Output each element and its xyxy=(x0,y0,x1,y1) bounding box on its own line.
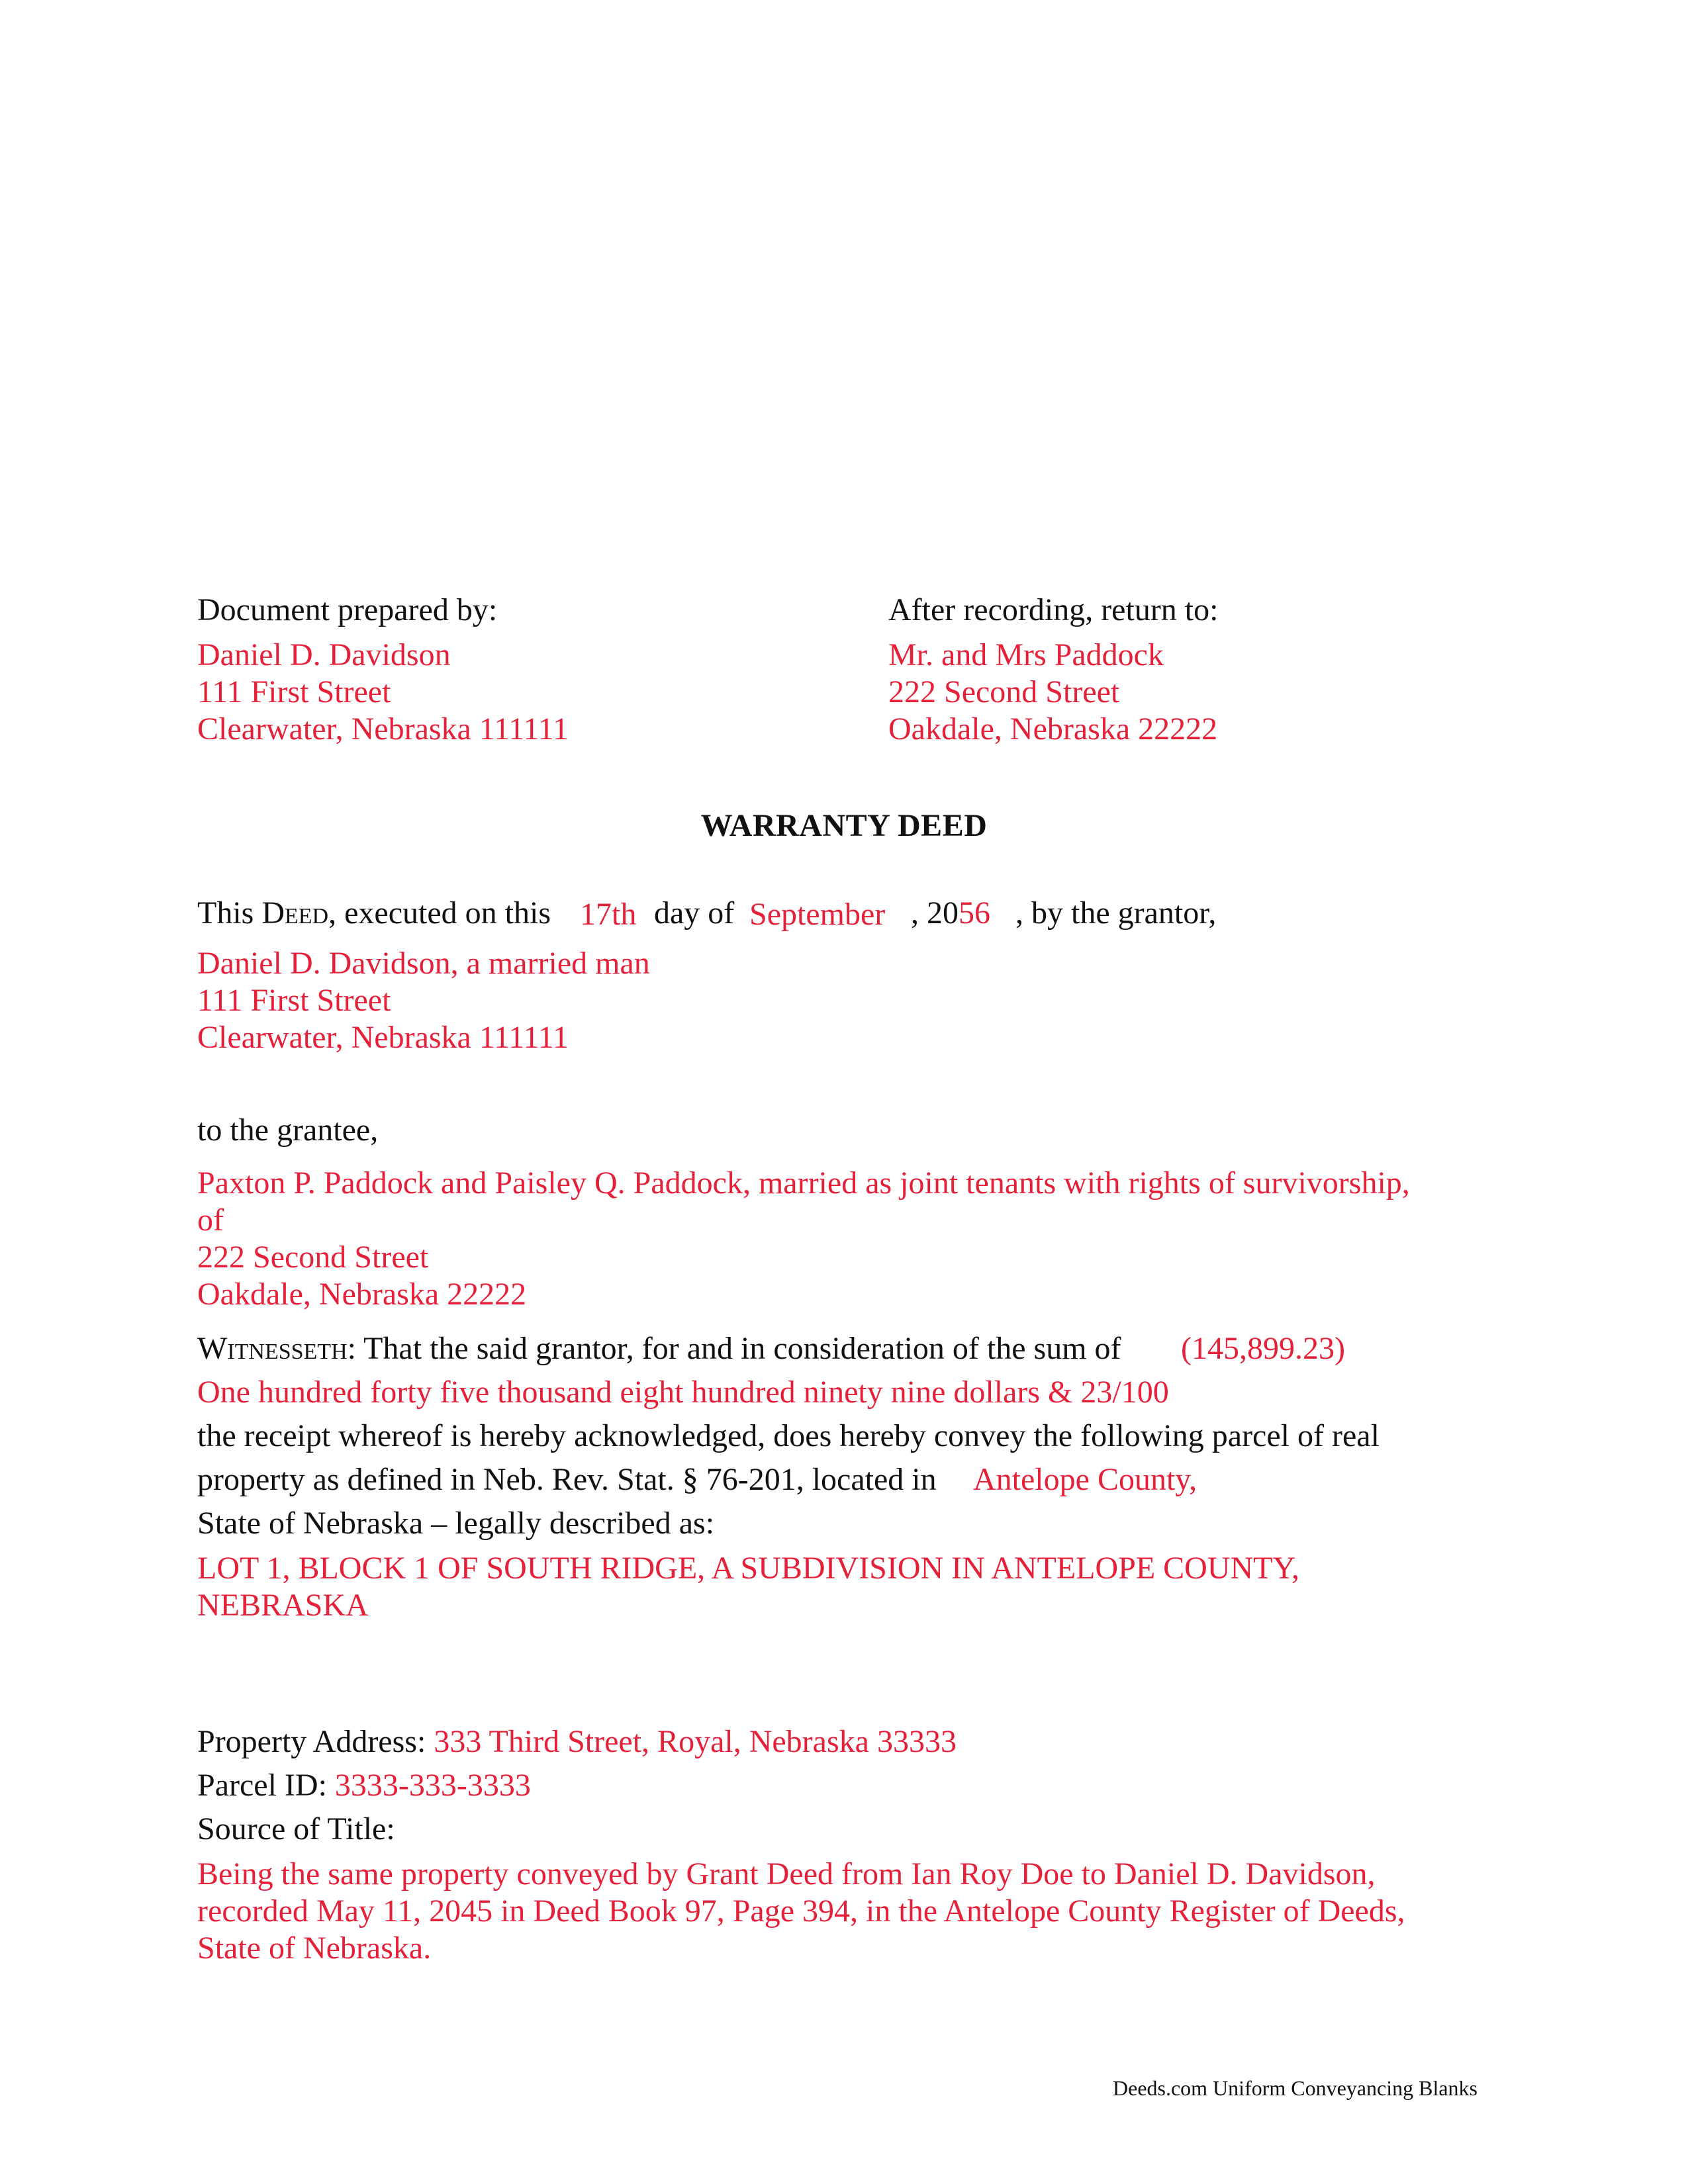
return-to-street: 222 Second Street xyxy=(888,674,1120,709)
execution-month: September xyxy=(749,897,886,932)
execution-line xyxy=(197,895,551,932)
witnesseth-line3: the receipt whereof is hereby acknowledged, does hereby convey the following parcel of real xyxy=(197,1418,1380,1453)
witnesseth-county: Antelope County, xyxy=(973,1462,1197,1497)
witnesseth-line4: property as defined in Neb. Rev. Stat. § 76-201, located in xyxy=(197,1462,937,1497)
parcel-id-value: 3333-333-3333 xyxy=(334,1768,531,1803)
return-to-block xyxy=(888,592,1218,748)
return-to-heading: After recording, return to: xyxy=(888,592,1219,627)
property-address-value: 333 Third Street, Royal, Nebraska 33333 xyxy=(434,1724,957,1759)
execution-lead-rest: , executed on this xyxy=(328,895,551,931)
grantee-city: Oakdale, Nebraska 22222 xyxy=(197,1277,527,1312)
grantee-block xyxy=(197,1165,1410,1313)
witnesseth-line xyxy=(197,1330,1121,1367)
prepared-by-street: 111 First Street xyxy=(197,674,391,709)
source-of-title-line1: Being the same property conveyed by Grant Deed from Ian Roy Doe to Daniel D. Davidson, xyxy=(197,1856,1376,1891)
grantee-line2: of xyxy=(197,1203,224,1238)
prepared-by-name: Daniel D. Davidson xyxy=(197,637,451,672)
to-grantee-label: to the grantee, xyxy=(197,1113,379,1148)
legal-description-line2: NEBRASKA xyxy=(197,1588,369,1623)
property-address-label: Property Address: xyxy=(197,1724,426,1759)
witnesseth-amount: (145,899.23) xyxy=(1181,1331,1345,1366)
execution-lead-deed: Deed xyxy=(261,895,329,931)
legal-description-line1: LOT 1, BLOCK 1 OF SOUTH RIDGE, A SUBDIVISION IN ANTELOPE COUNTY, xyxy=(197,1551,1299,1586)
grantee-line1: Paxton P. Paddock and Paisley Q. Paddock, married as joint tenants with rights of survivorship, xyxy=(197,1165,1410,1201)
execution-year xyxy=(911,895,990,932)
execution-year-prefix: , 20 xyxy=(911,895,959,931)
prepared-by-heading: Document prepared by: xyxy=(197,592,498,627)
source-of-title-label: Source of Title: xyxy=(197,1811,395,1846)
grantor-name: Daniel D. Davidson, a married man xyxy=(197,946,650,981)
prepared-by-city: Clearwater, Nebraska 111111 xyxy=(197,711,569,747)
prepared-by-block xyxy=(197,592,569,748)
execution-day-of: day of xyxy=(654,895,735,931)
execution-day: 17th xyxy=(580,897,637,932)
return-to-city: Oakdale, Nebraska 22222 xyxy=(888,711,1218,747)
witnesseth-label: Witnesseth xyxy=(197,1331,348,1366)
source-of-title-line2: recorded May 11, 2045 in Deed Book 97, Page 394, in the Antelope County Register of Deeds, xyxy=(197,1893,1405,1929)
footer-text: Deeds.com Uniform Conveyancing Blanks xyxy=(1113,2076,1477,2100)
document-title: WARRANTY DEED xyxy=(700,808,988,843)
grantee-street: 222 Second Street xyxy=(197,1240,429,1275)
source-of-title-line3: State of Nebraska. xyxy=(197,1931,432,1966)
parcel-id-label: Parcel ID: xyxy=(197,1768,327,1803)
witnesseth-text: : That the said grantor, for and in consideration of the sum of xyxy=(347,1331,1121,1366)
grantor-street: 111 First Street xyxy=(197,983,391,1018)
grantor-block xyxy=(197,945,650,1056)
execution-tail: , by the grantor, xyxy=(1015,895,1217,931)
execution-lead-this: This xyxy=(197,895,262,931)
legal-description xyxy=(197,1550,1299,1624)
witnesseth-amount-words: One hundred forty five thousand eight hundred ninety nine dollars & 23/100 xyxy=(197,1375,1169,1410)
execution-year-suffix: 56 xyxy=(959,895,990,931)
return-to-name: Mr. and Mrs Paddock xyxy=(888,637,1164,672)
source-of-title-block xyxy=(197,1856,1405,1967)
property-address-line xyxy=(197,1723,957,1760)
parcel-id-line xyxy=(197,1767,531,1804)
witnesseth-line5: State of Nebraska – legally described as: xyxy=(197,1506,715,1541)
grantor-city: Clearwater, Nebraska 111111 xyxy=(197,1020,569,1055)
